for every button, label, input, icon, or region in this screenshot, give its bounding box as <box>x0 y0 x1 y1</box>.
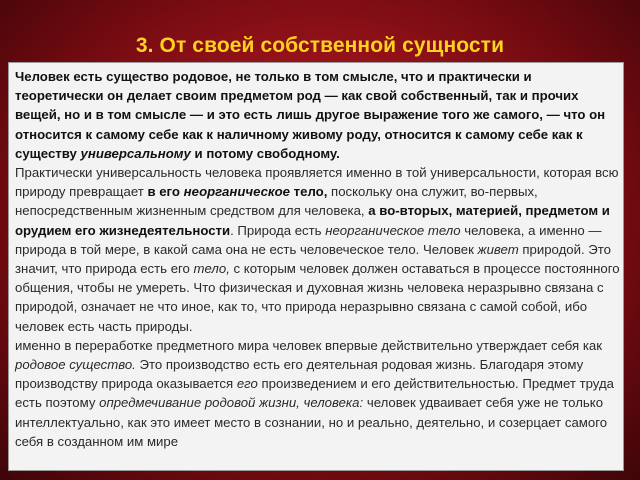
p2-italic-body: тело, <box>193 261 230 277</box>
text-panel <box>8 62 624 471</box>
p2-text-6: с которым человек должен оставаться в процессе постоянного общения, чтобы не умереть. Что физическая и духовная жизнь человека неразрывно связана с природой, означает не что иное, как то, что природа неразрывно связана с самой собой, ибо человек есть часть природы. <box>15 261 620 334</box>
p2-bold-matter: а во-вторых, материей, предметом и орудием его жизнедеятельности <box>15 203 610 238</box>
paragraph-production <box>15 336 623 451</box>
p3-italic-his: его <box>236 376 258 392</box>
p1-text-2: и потому свободному. <box>190 145 340 161</box>
p2-text-1: Практически универсальность человека проявляется именно в той универсальности, которая всю природу превращает <box>15 165 619 200</box>
p2-text-3: . Природа есть <box>230 222 326 238</box>
p3-text-1: именно в переработке предметного мира человек впервые действительно утверждает себя как <box>15 337 603 353</box>
p2-bold-body: тело, <box>290 184 328 200</box>
p2-italic-lives: живет <box>477 241 519 257</box>
p2-bold-italic-inorganic: неорганическое <box>183 184 290 200</box>
p3-italic-objectification: опредмечивание родовой жизни, человека: <box>99 395 364 411</box>
slide-title: 3. От своей собственной сущности <box>135 34 505 57</box>
p1-text-1: Человек есть существо родовое, не только в том смысле, что и практически и теоретически он делает своим предметом род — как свой собственный, так и прочих вещей, но и в том смысле — и это есть лишь другое выражение того же самого, — что он относится к самому себе как к наличному живому роду, относится к самому себе как к существу <box>15 69 606 161</box>
p2-italic-inorganic-body: неорганическое тело <box>325 222 461 238</box>
p3-text-3: произведением и его действительностью. Предмет труда есть поэтому <box>15 376 614 411</box>
p2-text-4: человека, а именно — природа в той мере, в какой сама она не есть человеческое тело. Человек <box>15 222 602 257</box>
p3-text-2: Это производство есть его деятельная родовая жизнь. Благодаря этому производству природа оказывается <box>15 357 584 392</box>
p2-text-2: поскольку она служит, во-первых, непосредственным жизненным средством для человека, <box>15 184 538 219</box>
p2-bold-1: в его <box>147 184 184 200</box>
p3-text-4: человек удваивает себя уже не только интеллектуально, как это имеет место в сознании, но и реально, деятельно, и созерцает самого себя в созданном им мире <box>15 395 608 449</box>
paragraph-universality <box>15 163 623 336</box>
p2-text-5: природой. Это значит, что природа есть его <box>15 241 612 277</box>
p3-italic-species: родовое существо. <box>15 357 136 373</box>
p1-italic-universal: универсальному <box>80 145 191 161</box>
paragraph-species-being <box>15 67 623 163</box>
